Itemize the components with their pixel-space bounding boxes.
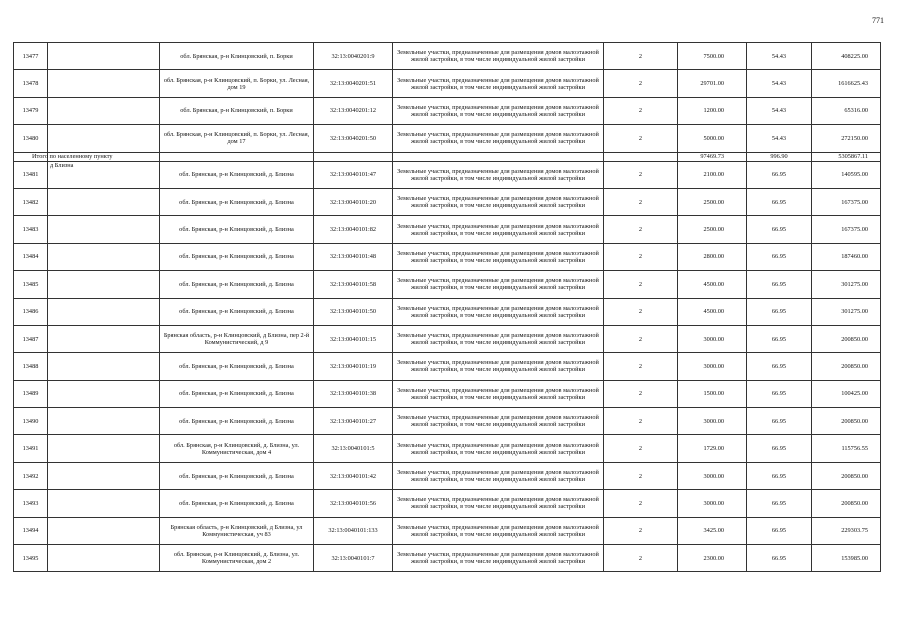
table-body	[14, 43, 881, 572]
category-cell: 2	[604, 125, 678, 152]
cadastral-value-cell: 65316.00	[812, 97, 881, 124]
specific-value-cell: 54.43	[747, 97, 812, 124]
table-row	[14, 216, 881, 243]
row-number: 13494	[14, 517, 48, 544]
category-cell: 2	[604, 97, 678, 124]
cadastral-value-cell: 408225.00	[812, 43, 881, 70]
address-cell: обл. Брянская, р-н Клинцовский, п. Борки	[160, 43, 314, 70]
address-cell: обл. Брянская, р-н Клинцовский, д. Близна	[160, 490, 314, 517]
table-row	[14, 188, 881, 215]
row-number: 13490	[14, 408, 48, 435]
area-cell: 3000.00	[678, 325, 747, 352]
row-number: 13486	[14, 298, 48, 325]
table-row	[14, 353, 881, 380]
settlement-name	[48, 243, 160, 270]
category-cell: 2	[604, 271, 678, 298]
category-cell: 2	[604, 353, 678, 380]
address-cell: обл. Брянская, р-н Клинцовский, д. Близна	[160, 243, 314, 270]
cadastral-number-cell: 32:13:0040101:15	[314, 325, 393, 352]
specific-value-cell: 54.43	[747, 125, 812, 152]
land-use-cell: Земельные участки, предназначенные для размещения домов малоэтажной жилой застройки, в том числе индивидуальной жилой застройки	[393, 70, 604, 97]
total-row	[14, 152, 881, 161]
cadastral-number-cell: 32:13:0040101:19	[314, 353, 393, 380]
settlement-name	[48, 271, 160, 298]
cadastral-value-table	[13, 42, 881, 572]
address-cell: обл. Брянская, р-н Клинцовский, п. Борки	[160, 97, 314, 124]
cadastral-number-cell: 32:13:0040101:47	[314, 161, 393, 188]
specific-value-cell: 66.95	[747, 353, 812, 380]
settlement-name: д Близна	[48, 161, 160, 188]
row-number: 13495	[14, 545, 48, 572]
cadastral-number-cell: 32:13:0040101:133	[314, 517, 393, 544]
address-cell: обл. Брянская, р-н Клинцовский, д. Близна	[160, 462, 314, 489]
category-cell: 2	[604, 70, 678, 97]
row-number: 13478	[14, 70, 48, 97]
land-use-cell: Земельные участки, предназначенные для размещения домов малоэтажной жилой застройки, в том числе индивидуальной жилой застройки	[393, 298, 604, 325]
category-cell: 2	[604, 188, 678, 215]
address-cell: обл. Брянская, р-н Клинцовский, д. Близна	[160, 298, 314, 325]
specific-value-cell: 54.43	[747, 43, 812, 70]
row-number: 13487	[14, 325, 48, 352]
row-number: 13488	[14, 353, 48, 380]
category-cell: 2	[604, 216, 678, 243]
table-row	[14, 70, 881, 97]
address-cell: обл. Брянская, р-н Клинцовский, д. Близна	[160, 271, 314, 298]
address-cell: обл. Брянская, р-н Клинцовский, д. Близна	[160, 353, 314, 380]
cadastral-number-cell: 32:13:0040101:27	[314, 408, 393, 435]
cadastral-number-cell: 32:13:0040101:42	[314, 462, 393, 489]
category-cell: 2	[604, 325, 678, 352]
row-number: 13481	[14, 161, 48, 188]
area-cell: 2100.00	[678, 161, 747, 188]
specific-value-cell: 66.95	[747, 545, 812, 572]
cadastral-number-cell: 32:13:0040201:12	[314, 97, 393, 124]
area-cell: 1200.00	[678, 97, 747, 124]
cadastral-value-cell: 200850.00	[812, 490, 881, 517]
cadastral-number-cell: 32:13:0040201:50	[314, 125, 393, 152]
land-use-cell: Земельные участки, предназначенные для размещения домов малоэтажной жилой застройки, в том числе индивидуальной жилой застройки	[393, 545, 604, 572]
table-row	[14, 325, 881, 352]
cadastral-number-cell: 32:13:0040101:56	[314, 490, 393, 517]
area-cell: 4500.00	[678, 298, 747, 325]
land-use-cell: Земельные участки, предназначенные для размещения домов малоэтажной жилой застройки, в том числе индивидуальной жилой застройки	[393, 490, 604, 517]
specific-value-cell: 54.43	[747, 70, 812, 97]
area-cell: 7500.00	[678, 43, 747, 70]
specific-value-cell: 66.95	[747, 517, 812, 544]
row-number: 13485	[14, 271, 48, 298]
specific-value-cell: 66.95	[747, 298, 812, 325]
row-number: 13479	[14, 97, 48, 124]
land-use-cell: Земельные участки, предназначенные для размещения домов малоэтажной жилой застройки, в том числе индивидуальной жилой застройки	[393, 161, 604, 188]
settlement-name	[48, 97, 160, 124]
category-cell: 2	[604, 545, 678, 572]
area-cell: 2800.00	[678, 243, 747, 270]
specific-value-cell: 66.95	[747, 435, 812, 462]
row-number: 13480	[14, 125, 48, 152]
area-cell: 2500.00	[678, 216, 747, 243]
cadastral-number-cell: 32:13:0040101:82	[314, 216, 393, 243]
address-cell: Брянская область, р-н Клинцовский, д Близна, ул Коммунистическая, уч 83	[160, 517, 314, 544]
settlement-name	[48, 70, 160, 97]
specific-value-cell: 66.95	[747, 243, 812, 270]
empty-cell	[604, 152, 678, 161]
settlement-name	[48, 517, 160, 544]
specific-value-cell: 66.95	[747, 161, 812, 188]
cadastral-number-cell: 32:13:0040101:50	[314, 298, 393, 325]
address-cell: обл. Брянская, р-н Клинцовский, п. Борки, ул. Лесная, дом 17	[160, 125, 314, 152]
address-cell: обл. Брянская, р-н Клинцовский, д. Близна	[160, 408, 314, 435]
cadastral-value-cell: 200850.00	[812, 408, 881, 435]
cadastral-number-cell: 32:13:0040101:38	[314, 380, 393, 407]
category-cell: 2	[604, 490, 678, 517]
cadastral-value-cell: 301275.00	[812, 298, 881, 325]
land-use-cell: Земельные участки, предназначенные для размещения домов малоэтажной жилой застройки, в том числе индивидуальной жилой застройки	[393, 380, 604, 407]
area-cell: 4500.00	[678, 271, 747, 298]
settlement-name	[48, 188, 160, 215]
area-cell: 3000.00	[678, 408, 747, 435]
area-cell: 2500.00	[678, 188, 747, 215]
cadastral-number-cell: 32:13:0040101:7	[314, 545, 393, 572]
cadastral-value-cell: 115756.55	[812, 435, 881, 462]
cadastral-value-cell: 167375.00	[812, 188, 881, 215]
empty-cell	[314, 152, 393, 161]
table-row	[14, 408, 881, 435]
land-use-cell: Земельные участки, предназначенные для размещения домов малоэтажной жилой застройки, в том числе индивидуальной жилой застройки	[393, 188, 604, 215]
category-cell: 2	[604, 380, 678, 407]
cadastral-number-cell: 32:13:0040101:20	[314, 188, 393, 215]
settlement-name	[48, 380, 160, 407]
row-number: 13491	[14, 435, 48, 462]
specific-value-cell: 66.95	[747, 380, 812, 407]
table-row	[14, 380, 881, 407]
specific-value-cell: 66.95	[747, 462, 812, 489]
table-row	[14, 298, 881, 325]
table-row	[14, 435, 881, 462]
category-cell: 2	[604, 517, 678, 544]
land-use-cell: Земельные участки, предназначенные для размещения домов малоэтажной жилой застройки, в том числе индивидуальной жилой застройки	[393, 97, 604, 124]
land-use-cell: Земельные участки, предназначенные для размещения домов малоэтажной жилой застройки, в том числе индивидуальной жилой застройки	[393, 462, 604, 489]
category-cell: 2	[604, 462, 678, 489]
address-cell: обл. Брянская, р-н Клинцовский, д. Близна, ул. Коммунистическая, дом 2	[160, 545, 314, 572]
settlement-name	[48, 545, 160, 572]
row-number: 13482	[14, 188, 48, 215]
cadastral-value-cell: 272150.00	[812, 125, 881, 152]
page-number: 771	[872, 16, 884, 25]
area-cell: 1500.00	[678, 380, 747, 407]
category-cell: 2	[604, 435, 678, 462]
empty-cell	[393, 152, 604, 161]
cadastral-value-cell: 100425.00	[812, 380, 881, 407]
address-cell: обл. Брянская, р-н Клинцовский, д. Близна	[160, 380, 314, 407]
table-row	[14, 462, 881, 489]
table-row	[14, 545, 881, 572]
land-use-cell: Земельные участки, предназначенные для размещения домов малоэтажной жилой застройки, в том числе индивидуальной жилой застройки	[393, 125, 604, 152]
cadastral-value-cell: 1616625.43	[812, 70, 881, 97]
table-row	[14, 271, 881, 298]
specific-value-cell: 66.95	[747, 188, 812, 215]
area-cell: 29701.00	[678, 70, 747, 97]
land-use-cell: Земельные участки, предназначенные для размещения домов малоэтажной жилой застройки, в том числе индивидуальной жилой застройки	[393, 216, 604, 243]
table-row	[14, 43, 881, 70]
land-use-cell: Земельные участки, предназначенные для размещения домов малоэтажной жилой застройки, в том числе индивидуальной жилой застройки	[393, 325, 604, 352]
row-number: 13483	[14, 216, 48, 243]
specific-value-cell: 66.95	[747, 325, 812, 352]
settlement-name	[48, 43, 160, 70]
address-cell: обл. Брянская, р-н Клинцовский, д. Близна, ул. Коммунистическая, дом 4	[160, 435, 314, 462]
table-row	[14, 517, 881, 544]
table-row	[14, 125, 881, 152]
category-cell: 2	[604, 408, 678, 435]
cadastral-number-cell: 32:13:0040201:51	[314, 70, 393, 97]
settlement-name	[48, 462, 160, 489]
cadastral-value-cell: 200850.00	[812, 353, 881, 380]
address-cell: обл. Брянская, р-н Клинцовский, д. Близна	[160, 161, 314, 188]
cadastral-number-cell: 32:13:0040101:5	[314, 435, 393, 462]
area-cell: 2300.00	[678, 545, 747, 572]
land-use-cell: Земельные участки, предназначенные для размещения домов малоэтажной жилой застройки, в том числе индивидуальной жилой застройки	[393, 243, 604, 270]
cadastral-value-cell: 200850.00	[812, 325, 881, 352]
empty-cell	[160, 152, 314, 161]
settlement-name	[48, 125, 160, 152]
specific-value-cell: 66.95	[747, 216, 812, 243]
table-row	[14, 161, 881, 188]
cadastral-value-cell: 200850.00	[812, 462, 881, 489]
row-number: 13489	[14, 380, 48, 407]
total-specific-value: 996.90	[747, 152, 812, 161]
total-area: 97469.73	[678, 152, 747, 161]
cadastral-value-cell: 301275.00	[812, 271, 881, 298]
settlement-name	[48, 490, 160, 517]
specific-value-cell: 66.95	[747, 271, 812, 298]
address-cell: обл. Брянская, р-н Клинцовский, п. Борки, ул. Лесная, дом 19	[160, 70, 314, 97]
address-cell: Брянская область, р-н Клинцовский, д Близна, пер 2-й Коммунистический, д 9	[160, 325, 314, 352]
settlement-name	[48, 298, 160, 325]
land-use-cell: Земельные участки, предназначенные для размещения домов малоэтажной жилой застройки, в том числе индивидуальной жилой застройки	[393, 43, 604, 70]
land-use-cell: Земельные участки, предназначенные для размещения домов малоэтажной жилой застройки, в том числе индивидуальной жилой застройки	[393, 353, 604, 380]
settlement-name	[48, 216, 160, 243]
specific-value-cell: 66.95	[747, 408, 812, 435]
row-number: 13484	[14, 243, 48, 270]
area-cell: 3425.00	[678, 517, 747, 544]
category-cell: 2	[604, 43, 678, 70]
category-cell: 2	[604, 298, 678, 325]
cadastral-number-cell: 32:13:0040101:58	[314, 271, 393, 298]
settlement-name	[48, 325, 160, 352]
land-use-cell: Земельные участки, предназначенные для размещения домов малоэтажной жилой застройки, в том числе индивидуальной жилой застройки	[393, 271, 604, 298]
address-cell: обл. Брянская, р-н Клинцовский, д. Близна	[160, 188, 314, 215]
settlement-name	[48, 408, 160, 435]
area-cell: 3000.00	[678, 462, 747, 489]
cadastral-value-cell: 140595.00	[812, 161, 881, 188]
total-label: Итого по населенному пункту	[18, 152, 130, 161]
settlement-name	[48, 435, 160, 462]
cadastral-value-cell: 229303.75	[812, 517, 881, 544]
cadastral-number-cell: 32:13:0040101:48	[314, 243, 393, 270]
row-number: 13493	[14, 490, 48, 517]
category-cell: 2	[604, 161, 678, 188]
total-cadastral-value: 5305867.11	[812, 152, 881, 161]
area-cell: 5000.00	[678, 125, 747, 152]
cadastral-value-cell: 153985.00	[812, 545, 881, 572]
specific-value-cell: 66.95	[747, 490, 812, 517]
table-row	[14, 97, 881, 124]
land-use-cell: Земельные участки, предназначенные для размещения домов малоэтажной жилой застройки, в том числе индивидуальной жилой застройки	[393, 435, 604, 462]
row-number: 13477	[14, 43, 48, 70]
area-cell: 3000.00	[678, 490, 747, 517]
cadastral-number-cell: 32:13:0040201:9	[314, 43, 393, 70]
table-row	[14, 243, 881, 270]
address-cell: обл. Брянская, р-н Клинцовский, д. Близна	[160, 216, 314, 243]
table-row	[14, 490, 881, 517]
area-cell: 3000.00	[678, 353, 747, 380]
land-use-cell: Земельные участки, предназначенные для размещения домов малоэтажной жилой застройки, в том числе индивидуальной жилой застройки	[393, 517, 604, 544]
land-use-cell: Земельные участки, предназначенные для размещения домов малоэтажной жилой застройки, в том числе индивидуальной жилой застройки	[393, 408, 604, 435]
cadastral-value-cell: 187460.00	[812, 243, 881, 270]
row-number: 13492	[14, 462, 48, 489]
settlement-name	[48, 353, 160, 380]
category-cell: 2	[604, 243, 678, 270]
cadastral-value-cell: 167375.00	[812, 216, 881, 243]
area-cell: 1729.00	[678, 435, 747, 462]
